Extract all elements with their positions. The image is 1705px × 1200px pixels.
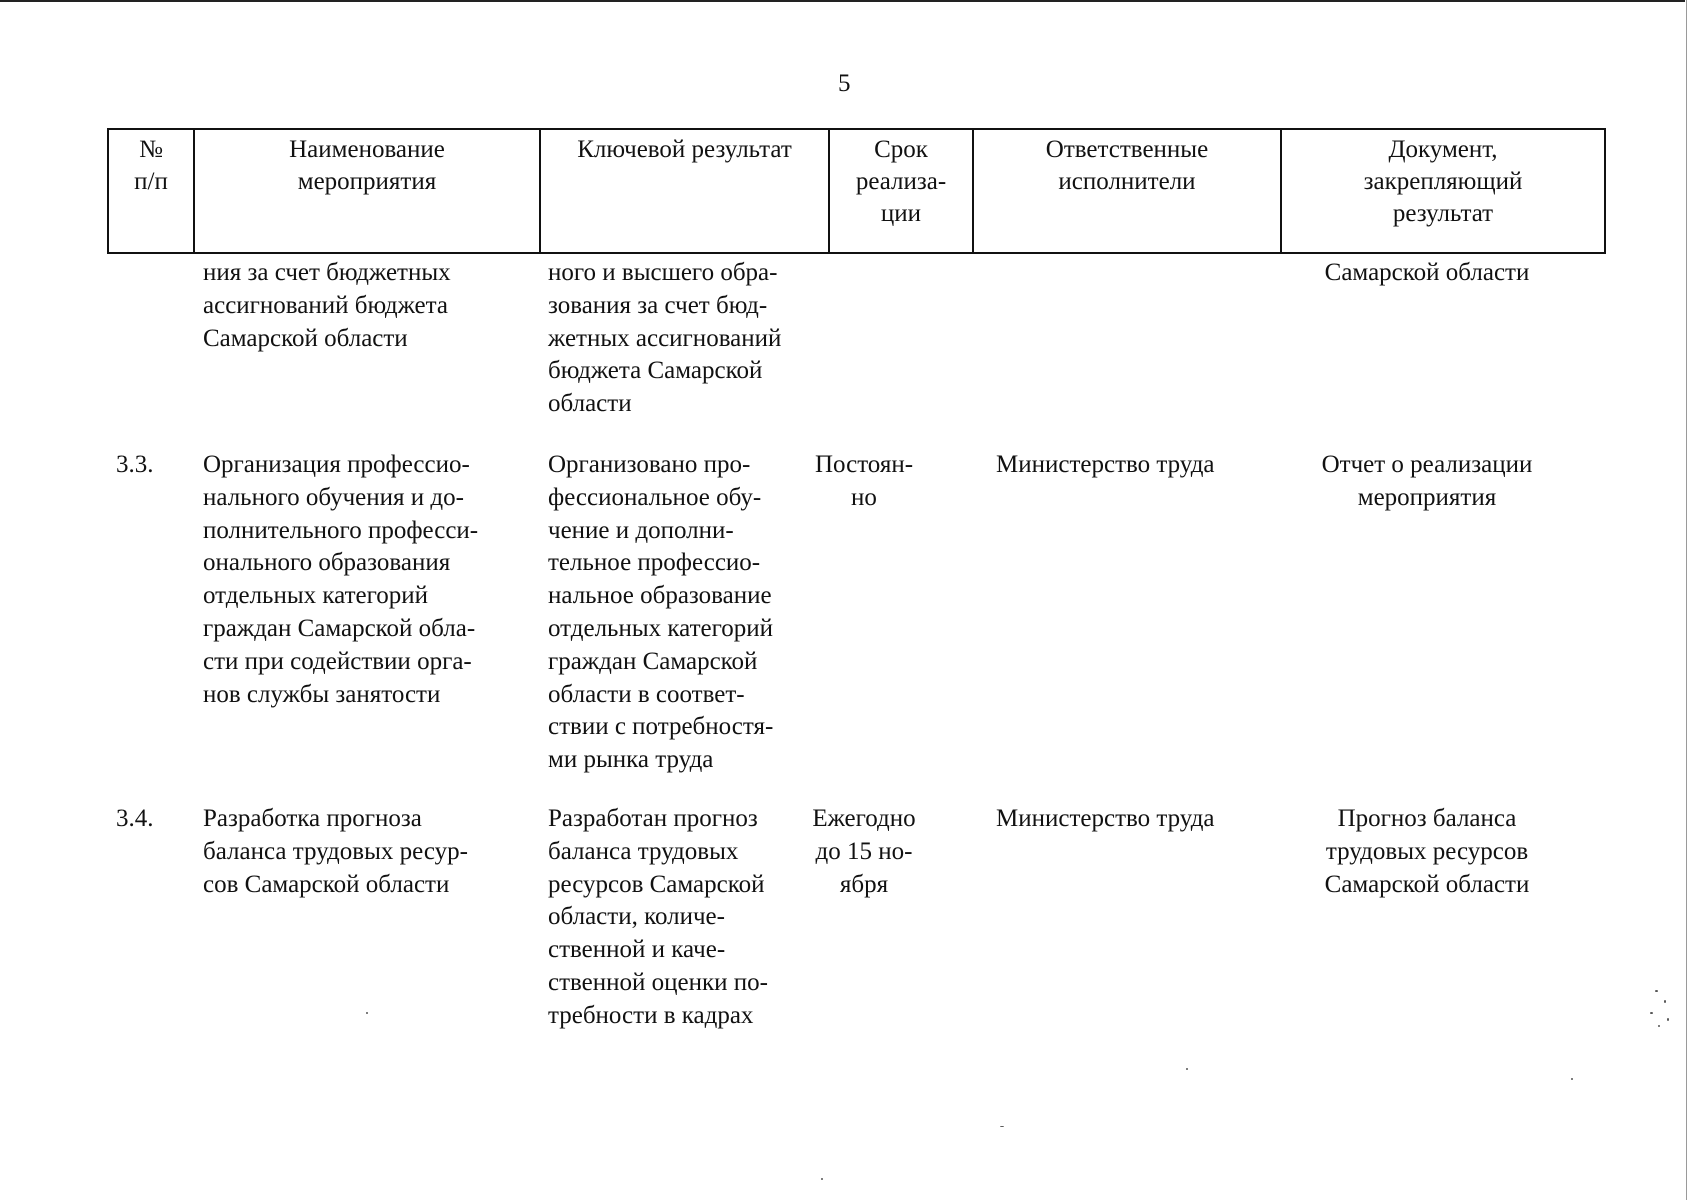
row-event-name: ния за счет бюджетных ассигнований бюджета Самарской области — [203, 259, 451, 352]
page-top-rule — [0, 0, 1685, 2]
scan-speck — [1667, 1018, 1669, 1021]
scan-speck — [366, 1012, 368, 1014]
row-number: 3.4. — [116, 805, 154, 832]
row-deadline: Ежегодно до 15 но- ября — [812, 805, 916, 898]
row-document: Самарской области — [1324, 259, 1530, 286]
page-number: 5 — [838, 70, 851, 97]
scan-speck — [1664, 1000, 1666, 1003]
scan-speck — [1000, 1126, 1004, 1127]
scan-speck — [821, 1178, 823, 1180]
scan-speck — [1658, 1025, 1660, 1027]
row-executors: Министерство труда — [996, 805, 1215, 832]
row-event-name: Организация профессио- нального обучения и до- полнительного професси- онального образования отдельных категорий граждан Самарской обла- сти при содействии орга- нов службы занятости — [203, 451, 479, 708]
row-executors: Министерство труда — [996, 451, 1215, 478]
header-deadline: Срок реализа- ции — [830, 130, 974, 252]
header-document: Документ, закрепляющий результат — [1363, 136, 1523, 227]
header-event-name: Наименование мероприятия — [195, 130, 541, 252]
row-key-result: Разработан прогноз баланса трудовых ресурсов Самарской области, количе- ственной и каче- ственной оценки по- требности в кадрах — [548, 805, 768, 1029]
row-event-name: Разработка прогноза баланса трудовых ресур- сов Самарской области — [203, 805, 468, 898]
scan-speck — [1571, 1078, 1573, 1080]
page-right-edge — [1686, 0, 1687, 1200]
header-executors: Ответственные исполнители — [974, 130, 1282, 252]
header-key-result: Ключевой результат — [541, 130, 830, 252]
scan-speck — [1655, 990, 1658, 992]
scan-speck — [1186, 1068, 1188, 1070]
row-document: Прогноз баланса трудовых ресурсов Самарской области — [1324, 805, 1530, 898]
row-key-result: Организовано про- фессиональное обу- чение и дополни- тельное профессио- нальное образование отдельных категорий граждан Самарской области в соответ- ствии с потребностя- ми рынка труда — [548, 451, 774, 774]
header-number: № п/п — [109, 130, 195, 252]
table-header — [107, 128, 1606, 254]
row-key-result: ного и высшего обра- зования за счет бюд- жетных ассигнований бюджета Самарской области — [548, 259, 782, 418]
row-document: Отчет о реализации мероприятия — [1321, 451, 1533, 511]
scan-speck — [1650, 1012, 1653, 1014]
row-number: 3.3. — [116, 451, 154, 478]
row-deadline: Постоян- но — [814, 451, 914, 511]
